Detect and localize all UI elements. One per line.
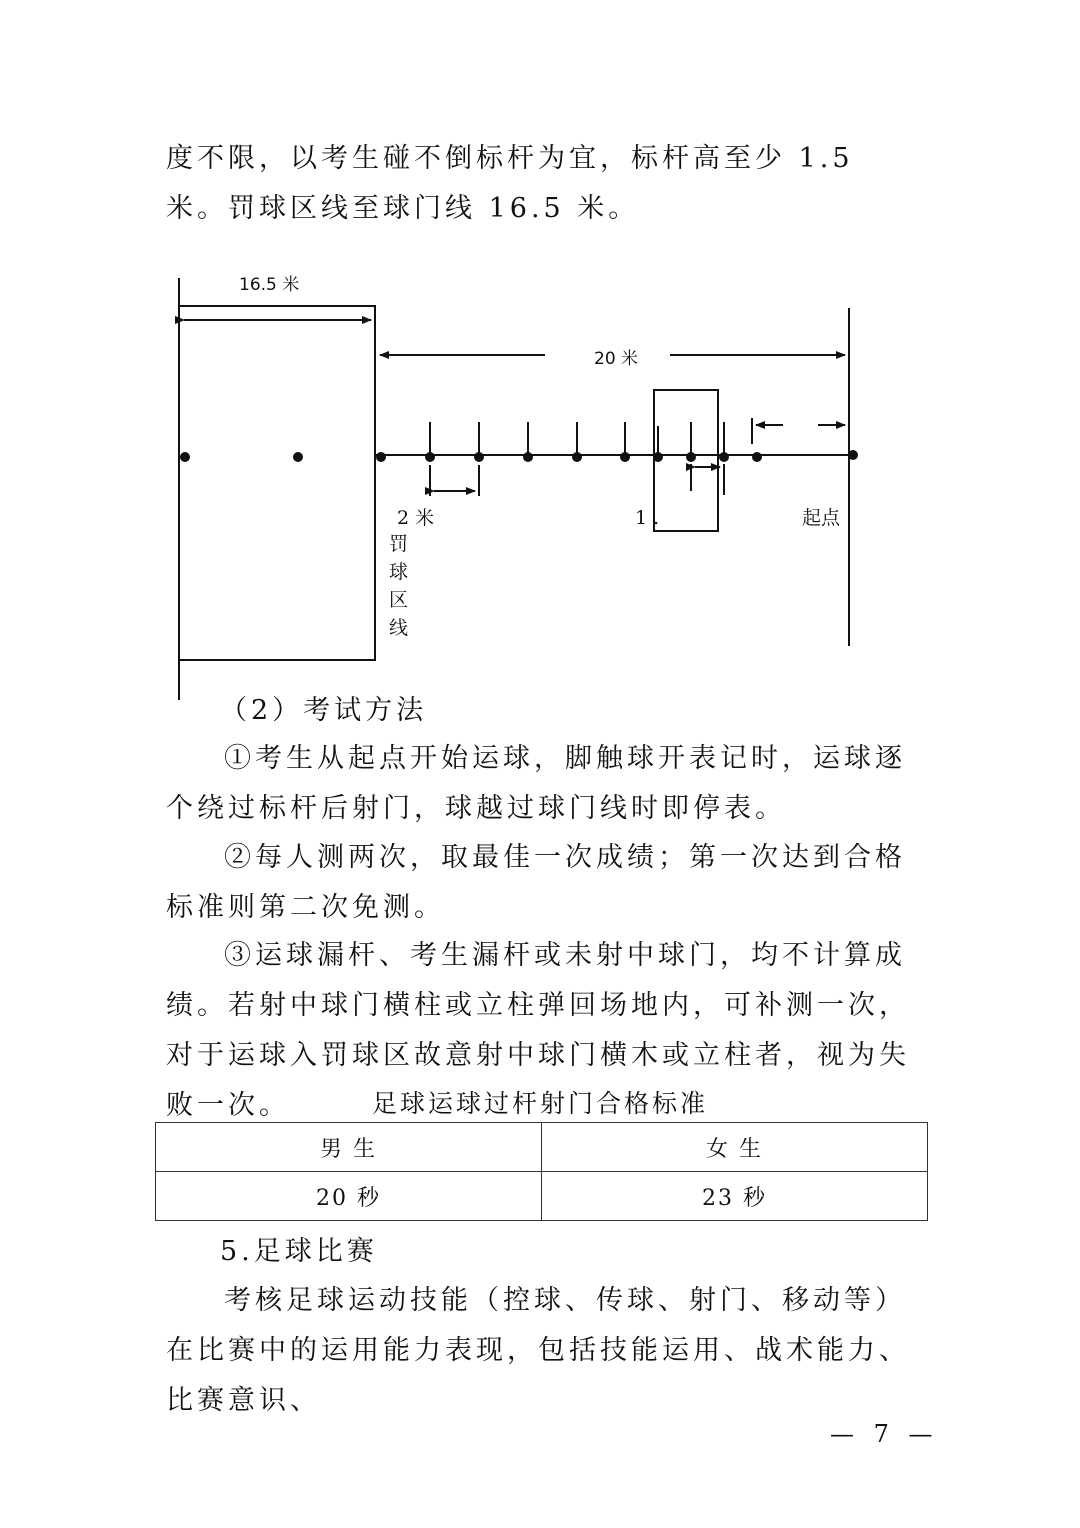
section-5-paragraph: 考核足球运动技能（控球、传球、射门、移动等）在比赛中的运用能力表现，包括技能运用、战术能力、比赛意识、 <box>166 1285 910 1416</box>
paragraph-rod-height: 度不限，以考生碰不倒标杆为宜，标杆高至少 1.5 米。罚球区线至球门线 16.5 米。 <box>166 143 854 224</box>
method-heading: （2）考试方法 <box>220 695 428 726</box>
label-penalty-line-char: 线 <box>389 617 409 639</box>
method-rule-1: ①考生从起点开始运球，脚触球开表记时，运球逐个绕过标杆后射门，球越过球门线时即停表。 <box>166 743 906 824</box>
section-5-heading: 5.足球比赛 <box>220 1236 378 1267</box>
page-number: — 7 — <box>830 1420 939 1448</box>
header-female: 女 生 <box>542 1123 928 1172</box>
table-header-row <box>156 1123 928 1172</box>
table-title: 足球运球过杆射门合格标准 <box>371 1089 708 1118</box>
pass-standard-table <box>155 1122 928 1221</box>
penalty-area <box>179 306 375 660</box>
label-20: 20 米 <box>594 349 639 369</box>
course-dot <box>376 452 386 462</box>
value-female: 23 秒 <box>542 1172 928 1221</box>
method-rule-3: ③运球漏杆、考生漏杆或未射中球门，均不计算成绩。若射中球门横柱或立柱弹回场地内，可补测一次，对于运球入罚球区故意射中球门横木或立柱者，视为失败一次。 <box>166 940 910 1121</box>
course-dot <box>752 452 762 462</box>
label-penalty-line-char: 罚 <box>389 533 409 555</box>
course-dot <box>719 452 729 462</box>
label-penalty-line-char: 球 <box>389 561 409 583</box>
course-dot <box>686 452 696 462</box>
dribble-course-diagram <box>0 250 1080 700</box>
course-dot <box>425 452 435 462</box>
value-male: 20 秒 <box>156 1172 542 1221</box>
header-male: 男 生 <box>156 1123 542 1172</box>
course-dot <box>523 452 533 462</box>
label-start: 起点 <box>802 507 841 529</box>
label-2m: 2 米 <box>397 507 435 529</box>
penalty-spot-dot <box>293 452 303 462</box>
pole-zone-box <box>654 390 718 531</box>
start-dot <box>848 450 858 460</box>
method-rule-2: ②每人测两次，取最佳一次成绩；第一次达到合格标准则第二次免测。 <box>166 842 906 923</box>
course-dot <box>653 452 663 462</box>
label-penalty-line-char: 区 <box>389 589 409 611</box>
course-dot <box>474 452 484 462</box>
goal-marker-dot <box>180 452 190 462</box>
course-dot <box>620 452 630 462</box>
label-1: 1 . <box>635 507 660 529</box>
course-dot <box>572 452 582 462</box>
table-row <box>156 1172 928 1221</box>
label-16-5: 16.5 米 <box>239 275 300 295</box>
